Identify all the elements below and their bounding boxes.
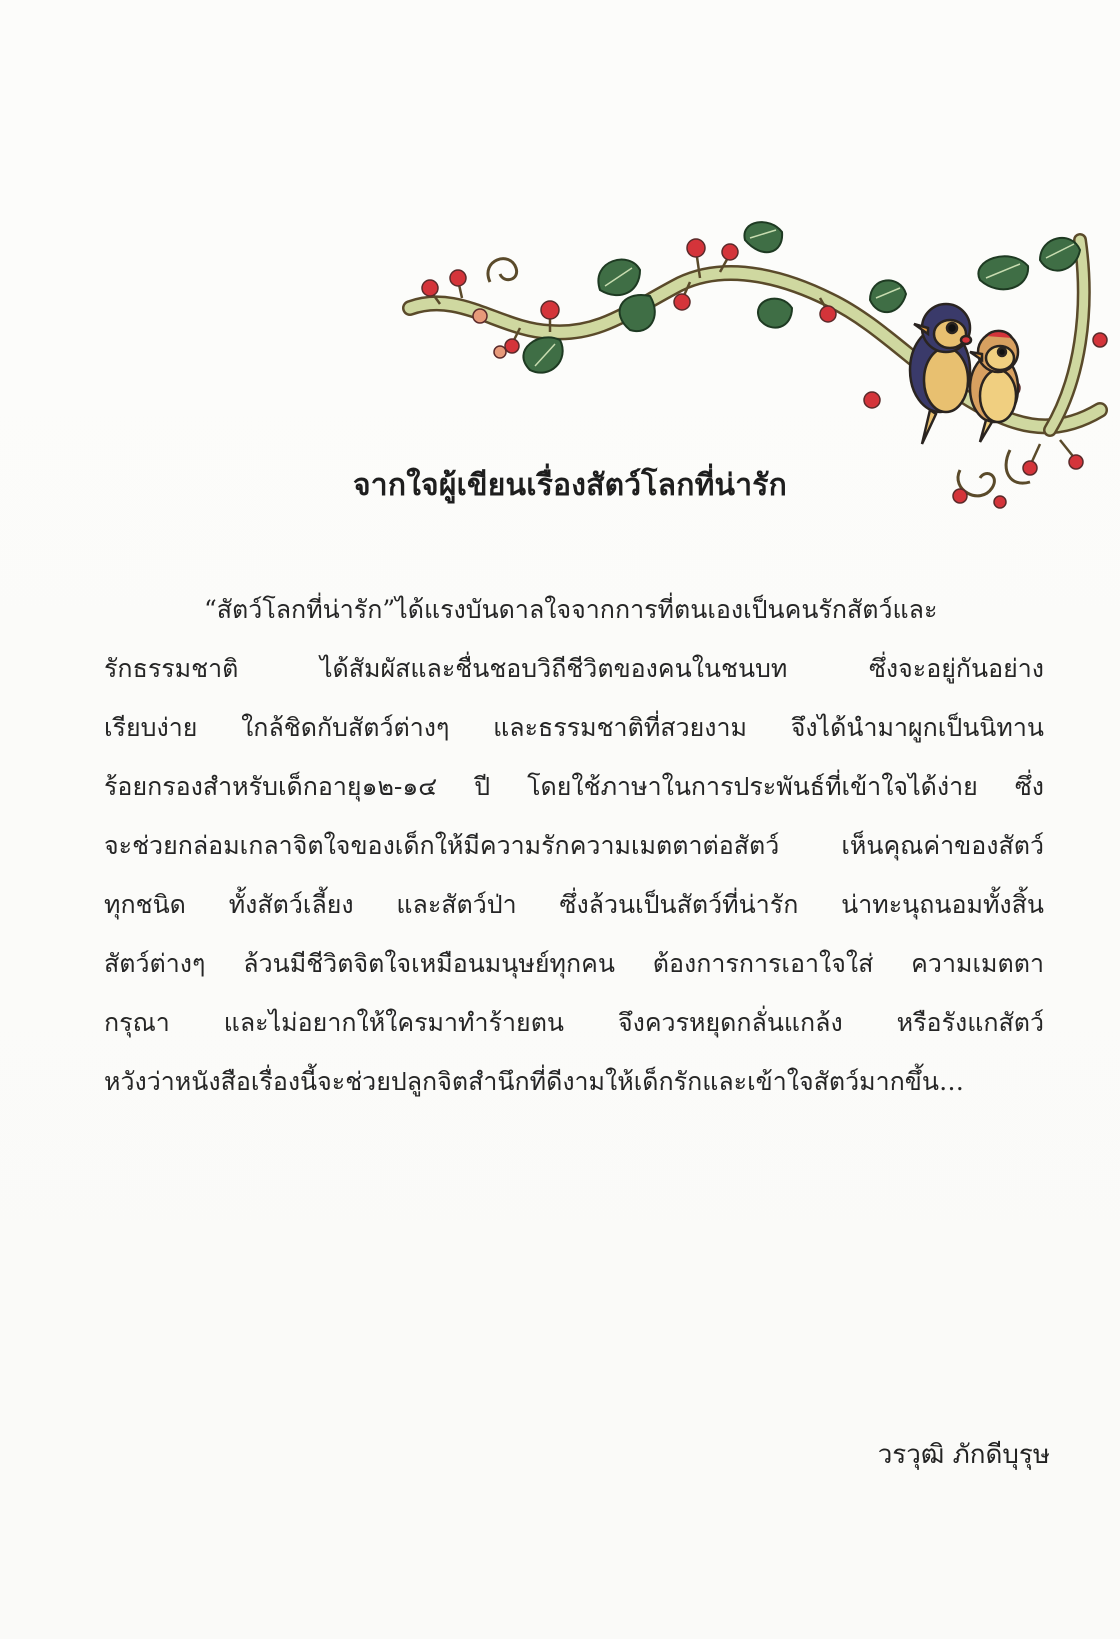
paragraph-line: ร้อยกรองสำหรับเด็กอายุ๑๒-๑๔ ปี โดยใช้ภาษาในการประพันธ์ที่เข้าใจได้ง่าย ซึ่ง xyxy=(104,772,1044,801)
paragraph-line: หวังว่าหนังสือเรื่องนี้จะช่วยปลูกจิตสำนึกที่ดีงามให้เด็กรักและเข้าใจสัตว์มากขึ้น… xyxy=(104,1067,964,1096)
paragraph-line: กรุณา และไม่อยากให้ใครมาทำร้ายตน จึงควรหยุดกลั่นแกล้ง หรือรังแกสัตว์ xyxy=(104,1008,1044,1037)
paragraph-line: “สัตว์โลกที่น่ารัก”ได้แรงบันดาลใจจากการที่ตนเองเป็นคนรักสัตว์และ xyxy=(204,595,938,624)
paragraph-line: จะช่วยกล่อมเกลาจิตใจของเด็กให้มีความรักความเมตตาต่อสัตว์ เห็นคุณค่าของสัตว์ xyxy=(104,831,1044,860)
author-signature: วรวุฒิ ภักดีบุรุษ xyxy=(877,1440,1050,1470)
bird-icon xyxy=(910,304,971,444)
page-title: จากใจผู้เขียนเรื่องสัตว์โลกที่น่ารัก xyxy=(353,468,787,503)
paragraph-line: เรียบง่าย ใกล้ชิดกับสัตว์ต่างๆ และธรรมชาติที่สวยงาม จึงได้นำมาผูกเป็นนิทาน xyxy=(104,713,1044,742)
paragraph-line: ทุกชนิด ทั้งสัตว์เลี้ยง และสัตว์ป่า ซึ่งล้วนเป็นสัตว์ที่น่ารัก น่าทะนุถนอมทั้งสิ้น xyxy=(104,890,1044,919)
foreword-paragraph xyxy=(104,580,1044,1111)
paragraph-line: สัตว์ต่างๆ ล้วนมีชีวิตจิตใจเหมือนมนุษย์ทุกคน ต้องการการเอาใจใส่ ความเมตตา xyxy=(104,949,1044,978)
paragraph-line: รักธรรมชาติ ได้สัมผัสและชื่นชอบวิถีชีวิตของคนในชนบท ซึ่งจะอยู่กันอย่าง xyxy=(104,654,1044,683)
